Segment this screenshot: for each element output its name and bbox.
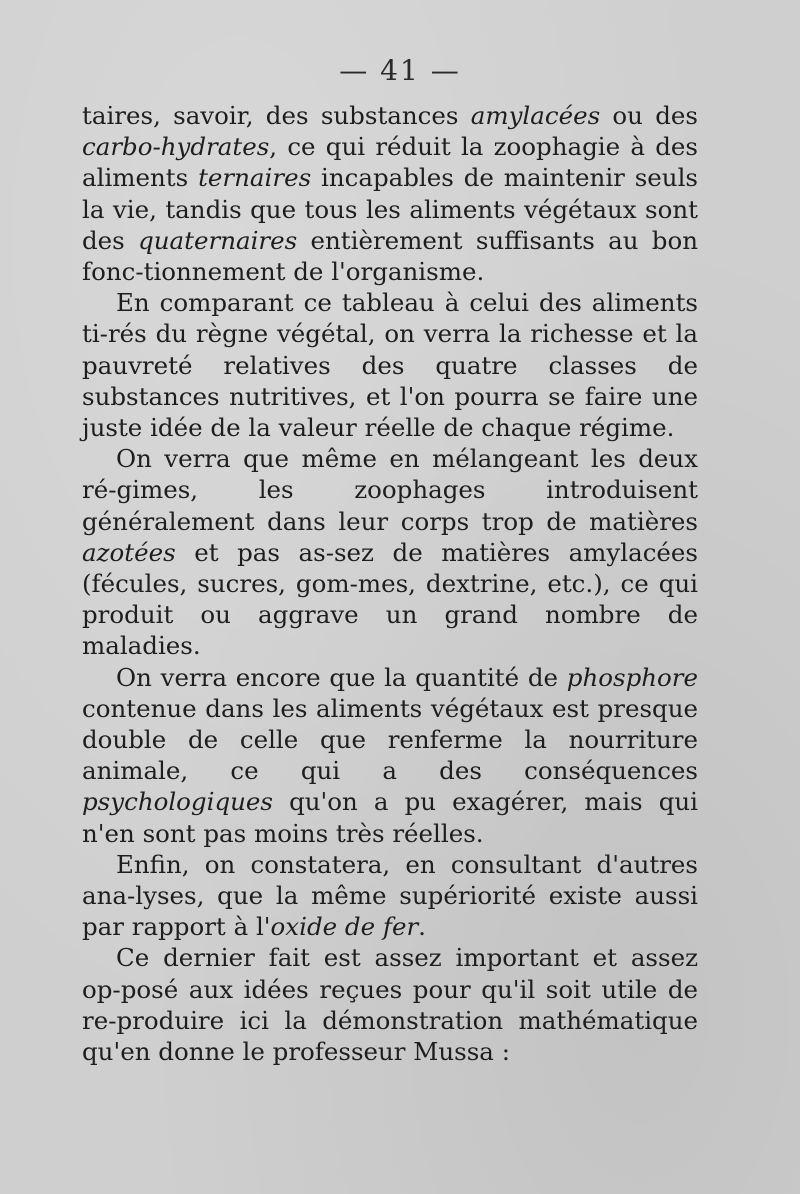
body-text [82, 100, 698, 1067]
paragraph [82, 443, 698, 661]
text-run: , ce qui réduit la zoophagie à des aliments [82, 132, 698, 193]
paragraph [82, 942, 698, 1067]
page-number: — 41 — [339, 54, 461, 87]
paragraph [82, 849, 698, 943]
italic-term: amylacées [470, 101, 601, 130]
paragraph [82, 287, 698, 443]
italic-term: phosphore [566, 662, 698, 692]
text-run: On verra que même en mélangeant les deux ré-gimes, les zoophages introduisent généralement dans leur corps trop de matières [82, 444, 698, 536]
text-run: incapables de maintenir seuls la vie, tandis que tous les aliments végétaux sont des [82, 163, 698, 255]
italic-term: psychologiques [82, 787, 273, 817]
text-run: En comparant ce tableau à celui des aliments ti-rés du règne végétal, on verra la richesse et la pauvreté relatives des quatre classes de substances nutritives, et l'on pourra se faire une juste idée de la valeur réelle de chaque régime. [82, 288, 698, 443]
italic-term: azotées [82, 537, 176, 567]
text-run: Ce dernier fait est assez important et assez op-posé aux idées reçues pour qu'il soit utile de re-produire ici la démonstration mathématique qu'en donne le professeur Mussa : [82, 943, 698, 1067]
text-run: entièrement suffisants au bon fonc-tionnement de l'organisme. [82, 225, 698, 287]
text-run: . [418, 912, 426, 942]
paragraph [82, 100, 698, 287]
paragraph [82, 662, 698, 849]
text-run: taires, savoir, des substances [82, 101, 471, 130]
text-run: ou des [600, 101, 698, 130]
text-run: On verra encore que la quantité de [116, 662, 567, 692]
text-run: qu'on a pu exagérer, mais qui n'en sont pas moins très réelles. [82, 787, 698, 848]
italic-term: carbo-hydrates [82, 132, 270, 162]
text-run: Enfin, on constatera, en consultant d'autres ana-lyses, que la même supériorité existe aussi par rapport à l' [82, 849, 698, 942]
italic-term: ternaires [198, 163, 312, 193]
italic-term: quaternaires [138, 225, 298, 255]
text-run: et pas as-sez de matières amylacées (fécules, sucres, gom-mes, dextrine, etc.), ce qui produit ou aggrave un grand nombre de maladies. [82, 537, 698, 661]
italic-term: oxide de fer [270, 912, 419, 942]
text-run: contenue dans les aliments végétaux est presque double de celle que renferme la nourriture animale, ce qui a des conséquences [82, 693, 698, 786]
